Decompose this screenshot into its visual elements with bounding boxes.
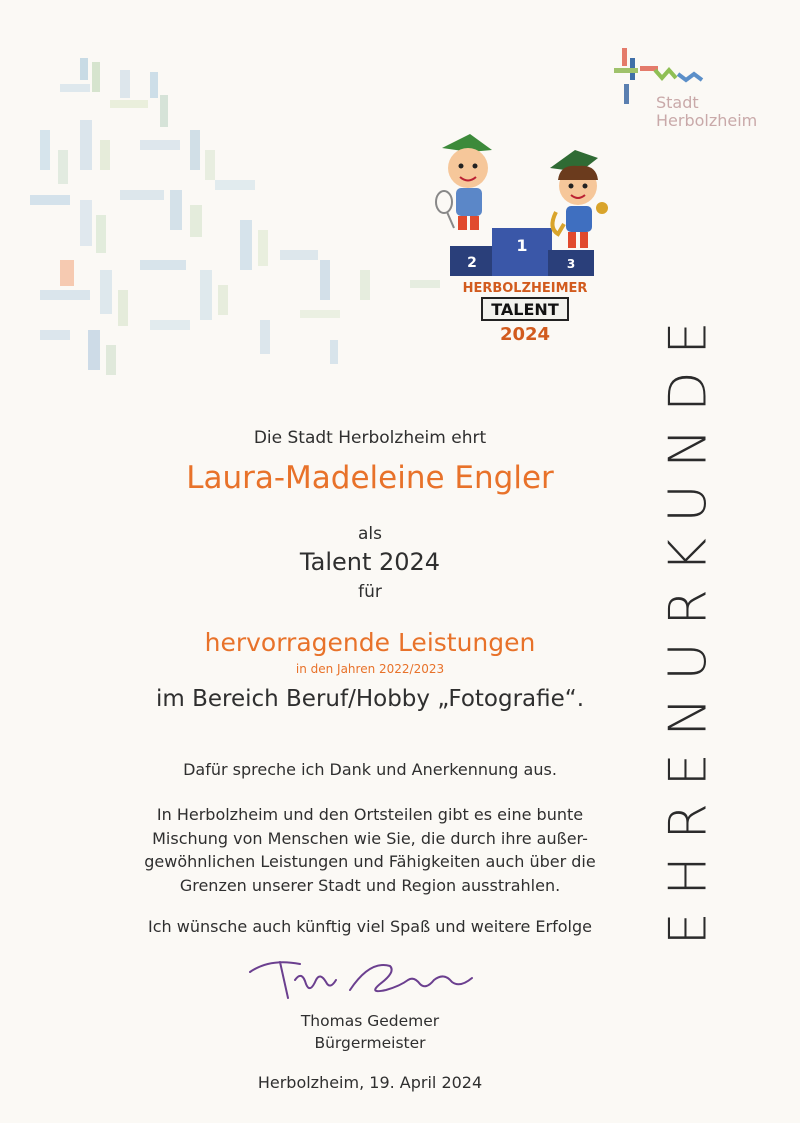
podium-number-1: 1: [516, 236, 528, 255]
thanks-text: Dafür spreche ich Dank und Anerkennung aus.: [183, 760, 557, 779]
praise-line: In Herbolzheim und den Ortsteilen gibt es eine bunte: [156, 805, 584, 824]
als-text: als: [358, 524, 382, 544]
award-title: Talent 2024: [299, 548, 441, 576]
podium-number-2: 2: [467, 255, 477, 271]
praise-line: gewöhnlichen Leistungen und Fähigkeiten auch über die: [144, 852, 596, 871]
praise-line: Mischung von Menschen wie Sie, die durch ihre außer-: [152, 828, 588, 848]
recipient-name: Laura-Madeleine Engler: [186, 460, 554, 496]
intro-text: Die Stadt Herbolzheim ehrt: [253, 428, 487, 448]
signer-block: [90, 1010, 650, 1054]
logo-line-stadt: Stadt: [656, 93, 699, 112]
badge-line-herbolzheimer: HERBOLZHEIMER: [462, 281, 588, 296]
achievement-text: hervorragende Leistungen: [204, 628, 536, 657]
signer-role: Bürgermeister: [314, 1034, 426, 1052]
wishes-text: Ich wünsche auch künftig viel Spaß und weitere Erfolge: [148, 917, 592, 936]
decorative-pattern: [0, 0, 460, 420]
badge-line-talent: TALENT: [491, 300, 559, 319]
field-text: im Bereich Beruf/Hobby „Fotografie“.: [155, 686, 585, 712]
certificate-title-vertical: [648, 180, 728, 1070]
city-logo-text: [656, 94, 757, 130]
years-text: in den Jahren 2022/2023: [295, 662, 445, 676]
place-and-date: Herbolzheim, 19. April 2024: [257, 1073, 483, 1092]
logo-line-herbolzheim: Herbolzheim: [656, 111, 758, 130]
praise-paragraph: [90, 803, 650, 897]
signer-name: Thomas Gedemer: [300, 1012, 440, 1030]
badge-year: 2024: [499, 324, 551, 345]
certificate-title: EHRENURKUNDE: [658, 304, 718, 946]
talent-mascots-podium-icon: [430, 128, 620, 350]
handwritten-signature: [240, 950, 480, 1010]
praise-line: Grenzen unserer Stadt und Region ausstrahlen.: [179, 875, 561, 895]
podium-number-3: 3: [566, 257, 576, 271]
fuer-text: für: [358, 582, 382, 602]
